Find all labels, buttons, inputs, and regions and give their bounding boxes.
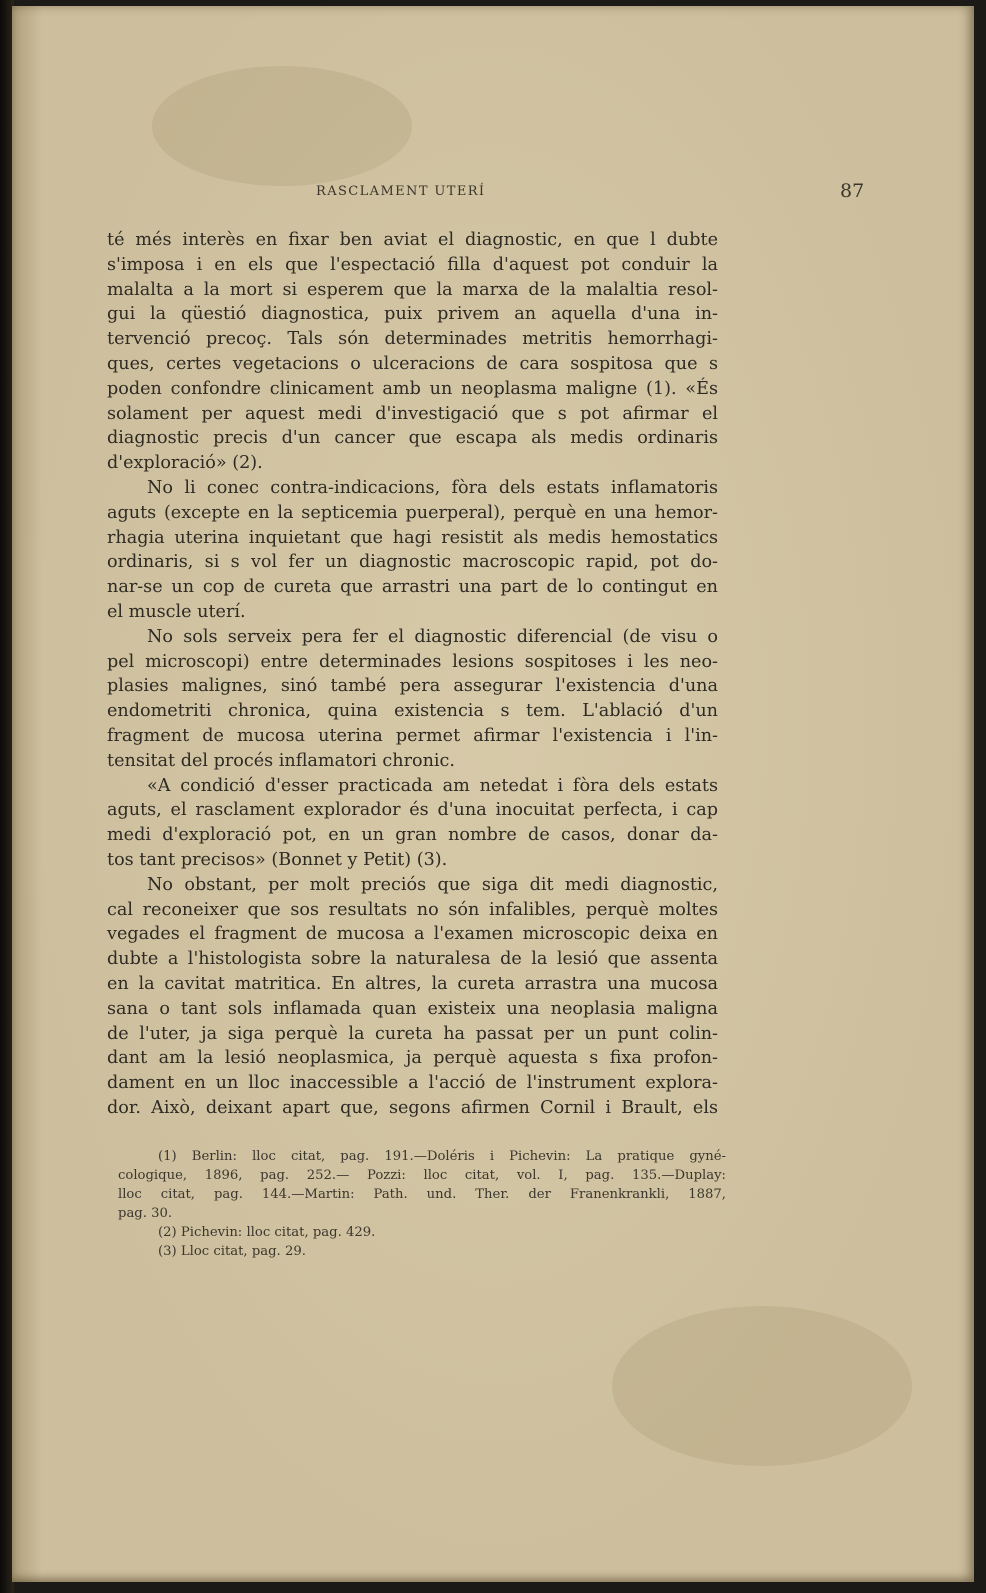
footnote-1-cont: pag. 30.	[118, 1206, 173, 1221]
footnote-1-cont: lloc citat, pag. 144.—Martin: Path. und. Ther. der Franenkrankli, 1887,	[118, 1187, 726, 1202]
paragraph-start-line: No sols serveix pera fer el diagnostic diferencial (de visu o	[147, 626, 718, 647]
text-line: aguts, el rasclament explorador és d'una inocuitat perfecta, i cap	[107, 800, 718, 821]
footnote-3: (3) Lloc citat, pag. 29.	[158, 1244, 306, 1259]
paragraph-start-line: No obstant, per molt preciós que siga dit medi diagnostic,	[147, 874, 718, 895]
text-line: tos tant precisos» (Bonnet y Petit) (3).	[107, 849, 448, 870]
text-line: ordinaris, si s vol fer un diagnostic macroscopic rapid, pot do-	[107, 552, 718, 573]
text-line: dament en un lloc inaccessible a l'acció de l'instrument explora-	[107, 1073, 718, 1094]
book-page	[12, 6, 974, 1582]
text-line: malalta a la mort si esperem que la marxa de la malaltia resol-	[107, 279, 718, 300]
text-line: el muscle uterí.	[107, 601, 246, 622]
text-line: gui la qüestió diagnostica, puix privem an aquella d'una in-	[107, 304, 718, 325]
text-line: sana o tant sols inflamada quan existeix una neoplasia maligna	[107, 998, 718, 1019]
text-line: poden confondre clinicament amb un neoplasma maligne (1). «És	[107, 378, 718, 399]
text-line: tensitat del procés inflamatori chronic.	[107, 750, 455, 771]
text-line: dor. Això, deixant apart que, segons afirmen Cornil i Brault, els	[107, 1097, 718, 1118]
text-line: diagnostic precis d'un cancer que escapa als medis ordinaris	[107, 428, 718, 449]
text-line: en la cavitat matritica. En altres, la cureta arrastra una mucosa	[107, 973, 718, 994]
running-title: RASCLAMENT UTERÍ	[316, 184, 486, 199]
text-line: medi d'exploració pot, en un gran nombre de casos, donar da-	[107, 825, 718, 846]
text-line: plasies malignes, sinó també pera assegurar l'existencia d'una	[107, 676, 718, 697]
paper-stain	[612, 1306, 912, 1466]
text-line: tervenció precoç. Tals són determinades metritis hemorrhagi-	[107, 329, 718, 350]
footnotes	[118, 1147, 726, 1261]
footnote-1-cont: cologique, 1896, pag. 252.— Pozzi: lloc citat, vol. I, pag. 135.—Duplay:	[118, 1168, 726, 1183]
running-head	[12, 180, 974, 214]
text-line: dant am la lesió neoplasmica, ja perquè aquesta s fixa profon-	[107, 1048, 718, 1069]
text-line: s'imposa i en els que l'espectació filla d'aquest pot conduir la	[107, 254, 718, 275]
text-line: cal reconeixer que sos resultats no són infalibles, perquè moltes	[107, 899, 718, 920]
text-line: nar-se un cop de cureta que arrastri una part de lo contingut en	[107, 577, 718, 598]
text-line: fragment de mucosa uterina permet afirmar l'existencia i l'in-	[107, 725, 718, 746]
text-line: de l'uter, ja siga perquè la cureta ha passat per un punt colin-	[107, 1023, 718, 1044]
page-number: 87	[840, 180, 865, 202]
text-line: ques, certes vegetacions o ulceracions de cara sospitosa que s	[107, 353, 718, 374]
text-line: aguts (excepte en la septicemia puerperal), perquè en una hemor-	[107, 502, 718, 523]
paper-stain	[152, 66, 412, 186]
text-line: d'exploració» (2).	[107, 453, 263, 474]
text-line: endometriti chronica, quina existencia s tem. L'ablació d'un	[107, 701, 718, 722]
text-line: solament per aquest medi d'investigació que s pot afirmar el	[107, 403, 718, 424]
text-line: té més interès en fixar ben aviat el diagnostic, en que l dubte	[107, 230, 718, 250]
text-line: dubte a l'histologista sobre la naturalesa de la lesió que assenta	[107, 949, 718, 970]
text-line: rhagia uterina inquietant que hagi resistit als medis hemostatics	[107, 527, 718, 548]
text-line: pel microscopi) entre determinades lesions sospitoses i les neo-	[107, 651, 718, 672]
footnote-2: (2) Pichevin: lloc citat, pag. 429.	[158, 1225, 376, 1240]
paragraph-start-line: No li conec contra-indicacions, fòra dels estats inflamatoris	[147, 477, 718, 498]
body-text	[107, 228, 718, 1121]
paragraph-start-line: «A condició d'esser practicada am netedat i fòra dels estats	[147, 775, 718, 796]
footnote-1: (1) Berlin: lloc citat, pag. 191.—Doléris i Pichevin: La pratique gyné-	[158, 1149, 726, 1164]
text-line: vegades el fragment de mucosa a l'examen microscopic deixa en	[107, 924, 718, 945]
